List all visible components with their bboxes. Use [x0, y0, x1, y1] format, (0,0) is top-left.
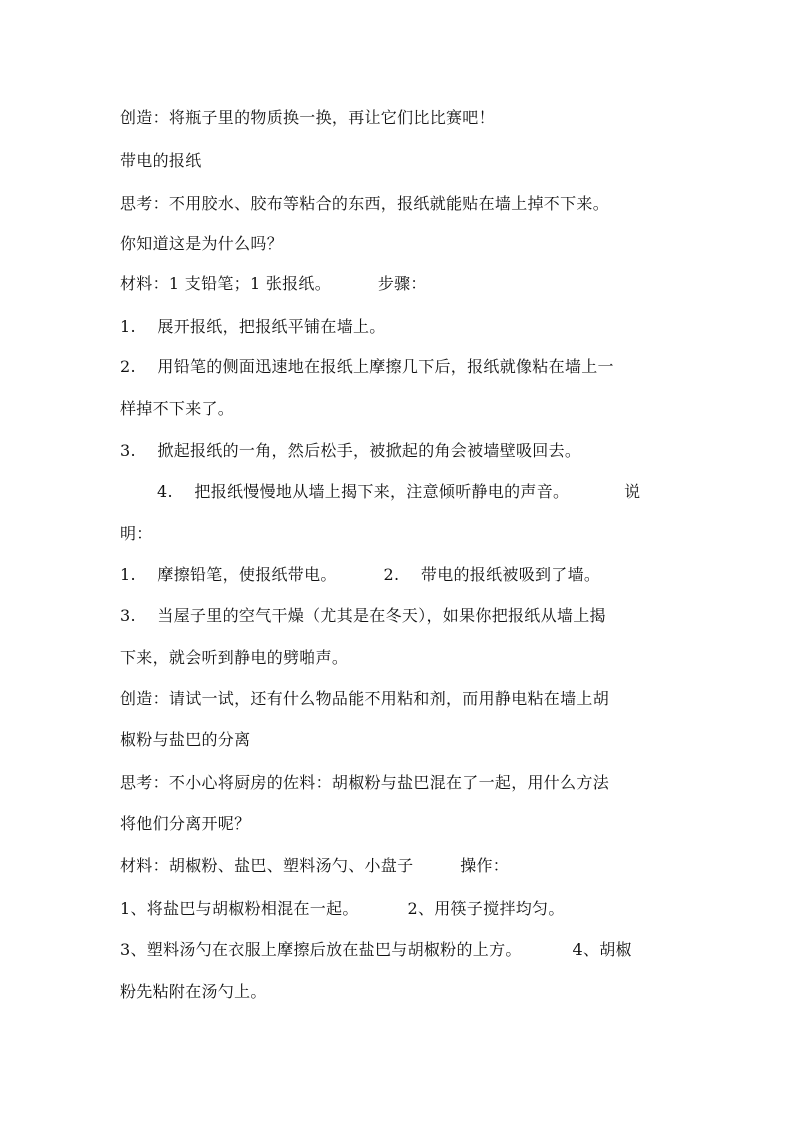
- section-title: [120, 151, 680, 171]
- explain-3: 3. 当屋子里的空气干燥（尤其是在冬天），如果你把报纸从墙上揭: [120, 606, 606, 625]
- step-1: 1. 展开报纸，把报纸平铺在墙上。: [120, 317, 386, 336]
- list-item: [120, 357, 680, 377]
- text-question-2: 将他们分离开呢？: [120, 814, 251, 833]
- explain-2: 2. 带电的报纸被吸到了墙。: [383, 565, 601, 584]
- paragraph-line: [120, 524, 680, 544]
- text-materials-2: 材料：胡椒粉、盐巴、塑料汤勺、小盘子: [120, 856, 414, 875]
- paragraph-line: [120, 399, 680, 419]
- list-item: [157, 482, 680, 502]
- text-explain-end: 明：: [120, 524, 153, 543]
- title-charged-newspaper: 带电的报纸: [120, 151, 202, 170]
- section-title: [120, 730, 680, 750]
- text-materials: 材料：1 支铅笔；1 张报纸。: [120, 274, 332, 293]
- operation-1: 1、将盐巴与胡椒粉相混在一起。: [120, 899, 359, 918]
- list-item: [120, 441, 680, 461]
- paragraph-line: [120, 773, 680, 793]
- paragraph-line: [120, 814, 680, 834]
- step-3: 3. 掀起报纸的一角，然后松手，被掀起的角会被墙壁吸回去。: [120, 441, 582, 460]
- text-steps-label: 步骤：: [377, 274, 427, 293]
- operation-4: 4、胡椒: [572, 940, 632, 959]
- text-think-2: 思考：不小心将厨房的佐料：胡椒粉与盐巴混在了一起，用什么方法: [120, 773, 610, 792]
- paragraph-line: [120, 274, 680, 294]
- paragraph-line: [120, 689, 680, 709]
- paragraph-line: [120, 856, 680, 876]
- title-pepper-salt: 椒粉与盐巴的分离: [120, 730, 251, 749]
- text-create-intro: 创造：将瓶子里的物质换一换，再让它们比比赛吧！: [120, 108, 495, 127]
- paragraph-line: [120, 234, 680, 254]
- list-item: [120, 899, 680, 919]
- operation-3: 3、塑料汤勺在衣服上摩擦后放在盐巴与胡椒粉的上方。: [120, 940, 522, 959]
- list-item: [120, 317, 680, 337]
- explain-1: 1. 摩擦铅笔，使报纸带电。: [120, 565, 337, 584]
- text-operation-label: 操作：: [460, 856, 510, 875]
- list-item: [120, 940, 680, 960]
- list-item: [120, 606, 680, 626]
- paragraph-line: [120, 648, 680, 668]
- text-think: 思考：不用胶水、胶布等粘合的东西，报纸就能贴在墙上掉不下来。: [120, 194, 610, 213]
- paragraph-line: [120, 194, 680, 214]
- paragraph-line: [120, 108, 680, 128]
- explain-3-continued: 下来，就会听到静电的劈啪声。: [120, 648, 349, 667]
- paragraph-line: [120, 982, 680, 1002]
- text-question: 你知道这是为什么吗？: [120, 234, 284, 253]
- list-item: [120, 565, 680, 585]
- step-4: 4. 把报纸慢慢地从墙上揭下来，注意倾听静电的声音。: [157, 482, 570, 501]
- step-2-continued: 样掉不下来了。: [120, 399, 235, 418]
- text-explain-start: 说: [624, 482, 641, 501]
- operation-4-continued: 粉先粘附在汤勺上。: [120, 982, 267, 1001]
- operation-2: 2、用筷子搅拌均匀。: [407, 899, 565, 918]
- step-2: 2. 用铅笔的侧面迅速地在报纸上摩擦几下后，报纸就像粘在墙上一: [120, 357, 614, 376]
- text-create-try: 创造：请试一试，还有什么物品能不用粘和剂，而用静电粘在墙上胡: [120, 689, 610, 708]
